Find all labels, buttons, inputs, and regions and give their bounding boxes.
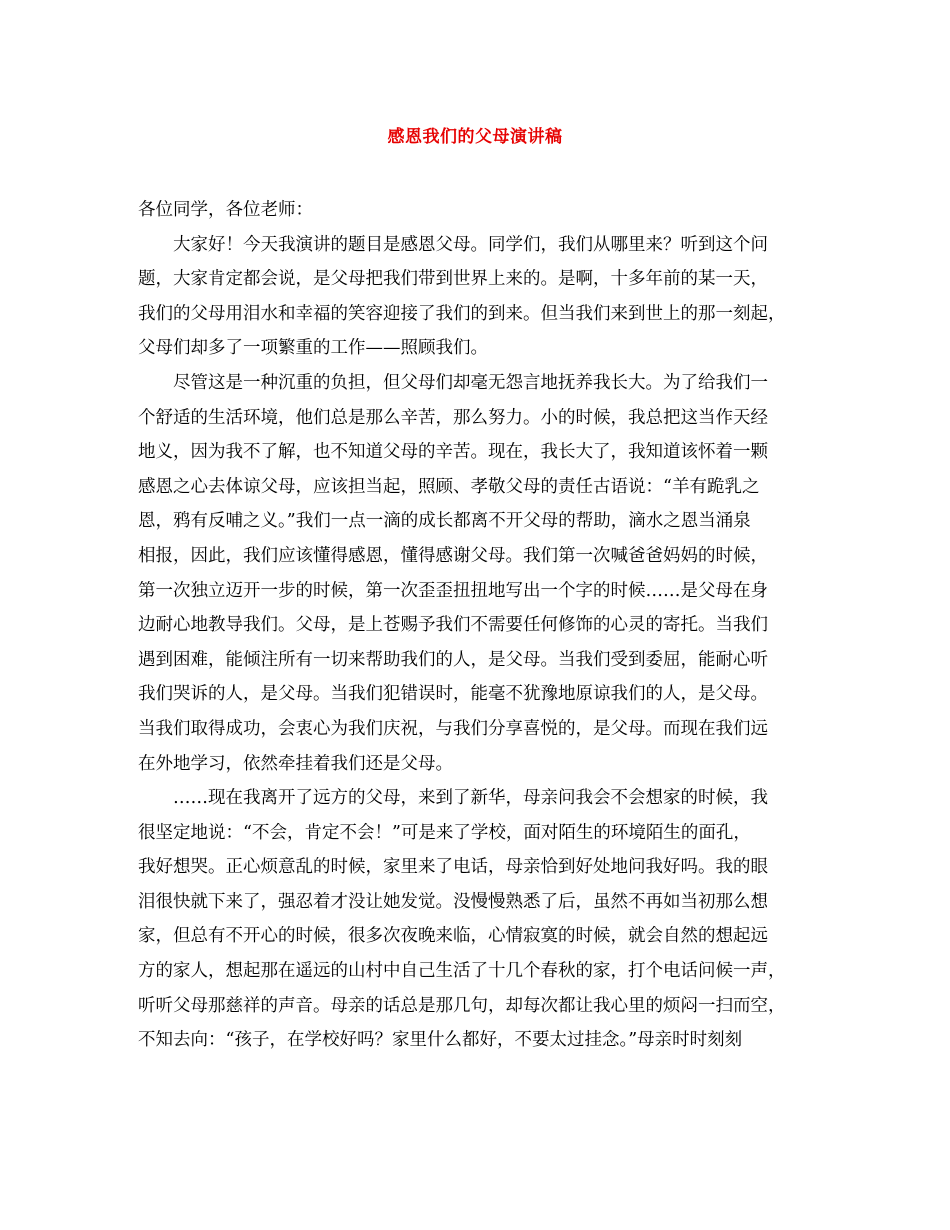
text-line: 我们的父母用泪水和幸福的笑容迎接了我们的到来。但当我们来到世上的那一刻起，: [138, 303, 786, 324]
document-body: [138, 193, 828, 1058]
text-line: 泪很快就下来了，强忍着才没让她发觉。没慢慢熟悉了后，虽然不再如当初那么想: [138, 891, 768, 912]
text-line: 第一次独立迈开一步的时候，第一次歪歪扭扭地写出一个字的时候……是父母在身: [138, 580, 768, 601]
text-line: 家，但总有不开心的时候，很多次夜晚来临，心情寂寞的时候，就会自然的想起远: [138, 926, 768, 947]
text-line: 感恩之心去体谅父母，应该担当起，照顾、孝敬父母的责任古语说：“羊有跪乳之: [138, 476, 760, 497]
text-line: 边耐心地教导我们。父母，是上苍赐予我们不需要任何修饰的心灵的寄托。当我们: [138, 615, 768, 636]
text-line: 不知去向：“孩子，在学校好吗？家里什么都好，不要太过挂念。”母亲时时刻刻: [138, 1030, 743, 1051]
text-line: 题，大家肯定都会说，是父母把我们带到世界上来的。是啊，十多年前的某一天，: [138, 269, 768, 290]
text-line: 很坚定地说：“不会，肯定不会！”可是来了学校，面对陌生的环境陌生的面孔，: [138, 822, 751, 843]
document-title: 感恩我们的父母演讲稿: [387, 127, 563, 147]
text-line: 尽管这是一种沉重的负担，但父母们却毫无怨言地抚养我长大。为了给我们一: [173, 372, 768, 393]
text-line: 地义，因为我不了解，也不知道父母的辛苦。现在，我长大了，我知道该怀着一颗: [138, 442, 768, 463]
text-line: 听听父母那慈祥的声音。母亲的话总是那几句，却每次都让我心里的烦闷一扫而空，: [138, 995, 786, 1016]
text-line: 大家好！今天我演讲的题目是感恩父母。同学们，我们从哪里来？听到这个问: [173, 234, 768, 255]
text-line: 各位同学，各位老师：: [138, 200, 313, 220]
text-line: 我们哭诉的人，是父母。当我们犯错误时，能毫不犹豫地原谅我们的人，是父母。: [138, 684, 768, 705]
text-line: 个舒适的生活环境，他们总是那么辛苦，那么努力。小的时候，我总把这当作天经: [138, 407, 768, 428]
text-line: 方的家人，想起那在遥远的山村中自己生活了十几个春秋的家，打个电话问候一声，: [138, 961, 786, 982]
text-line: 相报，因此，我们应该懂得感恩，懂得感谢父母。我们第一次喊爸爸妈妈的时候，: [138, 545, 768, 566]
text-line: 当我们取得成功，会衷心为我们庆祝，与我们分享喜悦的，是父母。而现在我们远: [138, 718, 768, 739]
text-line: ……现在我离开了远方的父母，来到了新华，母亲问我会不会想家的时候，我: [173, 788, 768, 809]
text-line: 我好想哭。正心烦意乱的时候，家里来了电话，母亲恰到好处地问我好吗。我的眼: [138, 857, 768, 878]
text-line: 恩，鸦有反哺之义。”我们一点一滴的成长都离不开父母的帮助，滴水之恩当涌泉: [138, 511, 751, 532]
text-line: 父母们却多了一项繁重的工作——照顾我们。: [138, 338, 488, 359]
text-line: 在外地学习，依然牵挂着我们还是父母。: [138, 753, 453, 774]
text-line: 遇到困难，能倾注所有一切来帮助我们的人，是父母。当我们受到委屈，能耐心听: [138, 649, 768, 670]
